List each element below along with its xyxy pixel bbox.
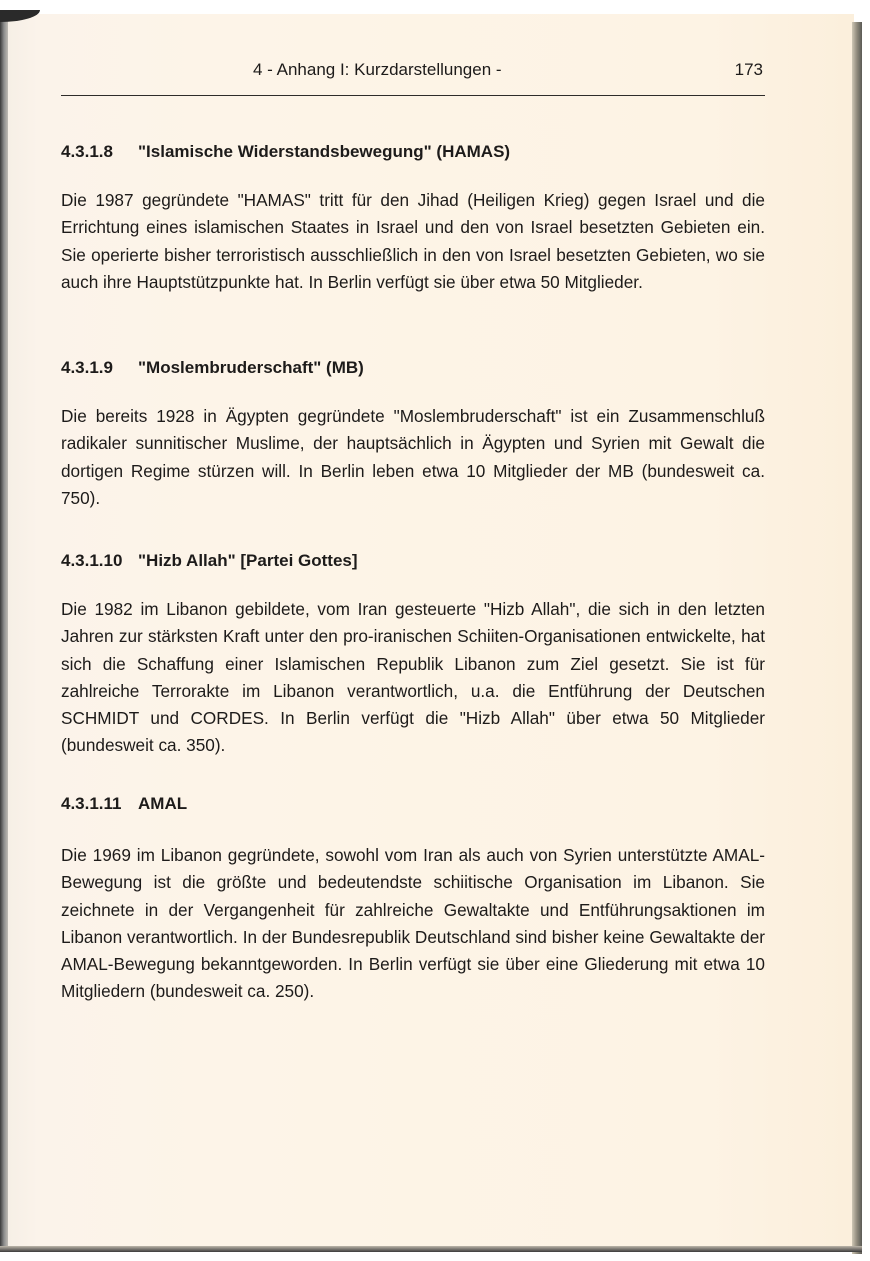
- section-body: Die 1982 im Libanon gebildete, vom Iran gesteuerte "Hizb Allah", die sich in den letzten Jahren zur stärksten Kraft unter den pro-iranischen Schiiten-Organisationen entwickelte, hat sich die Schaffung einer Islamischen Republik Libanon zum Ziel gesetzt. Sie ist für zahlreiche Terrorakte im Libanon verantwortlich, u.a. die Entführung der Deutschen SCHMIDT und CORDES. In Berlin verfügt die "Hizb Allah" über etwa 50 Mitglieder (bundesweit ca. 350).: [61, 599, 765, 756]
- section-title: "Hizb Allah" [Partei Gottes]: [138, 551, 358, 570]
- section-hizb-allah: [61, 549, 765, 760]
- section-amal: [61, 792, 765, 1006]
- header-rule: [61, 95, 765, 96]
- page-right-edge: [852, 22, 862, 1254]
- section-hamas: [61, 140, 765, 296]
- section-number: 4.3.1.11: [61, 794, 122, 813]
- page-bottom-edge: [0, 1246, 862, 1252]
- section-number: 4.3.1.9: [61, 358, 113, 377]
- section-body: Die 1969 im Libanon gegründete, sowohl vom Iran als auch von Syrien unterstützte AMAL-Bewegung ist die größte und bedeutendste schiitische Organisation im Libanon. Sie zeichnete in der Vergangenheit für zahlreiche Gewaltakte und Entführungsaktionen im Libanon verantwortlich. In der Bundesrepublik Deutschland sind bisher keine Gewaltakte der AMAL-Bewegung bekanntgeworden. In Berlin verfügt sie über eine Gliederung mit etwa 10 Mitgliedern (bundesweit ca. 250).: [61, 845, 765, 1002]
- section-title: AMAL: [138, 794, 188, 813]
- section-number: 4.3.1.10: [61, 551, 123, 570]
- section-body: Die bereits 1928 in Ägypten gegründete "Moslembruderschaft" ist ein Zusammenschluß radikaler sunnitischer Muslime, der hauptsächlich in Ägypten und Syrien mit Gewalt die dortigen Regime stürzen will. In Berlin leben etwa 10 Mitglieder der MB (bundesweit ca. 750).: [61, 406, 765, 508]
- section-title: "Islamische Widerstandsbewegung" (HAMAS): [138, 142, 511, 161]
- section-heading: [61, 140, 765, 164]
- page-number: 173: [734, 60, 763, 79]
- running-head: [61, 60, 765, 84]
- running-head-title: 4 - Anhang I: Kurzdarstellungen -: [253, 60, 502, 79]
- section-moslembruderschaft: [61, 356, 765, 512]
- section-title: "Moslembruderschaft" (MB): [138, 358, 364, 377]
- section-number: 4.3.1.8: [61, 142, 113, 161]
- section-body: Die 1987 gegründete "HAMAS" tritt für den Jihad (Heiligen Krieg) gegen Israel und die Errichtung eines islamischen Staates in Israel und den von Israel besetzten Gebieten ein. Sie operierte bisher terroristisch ausschließlich in den von Israel besetzten Gebieten, wo sie auch ihre Hauptstützpunkte hat. In Berlin verfügt sie über etwa 50 Mitglieder.: [61, 190, 765, 292]
- section-heading: [61, 356, 765, 380]
- section-heading: [61, 792, 765, 816]
- section-heading: [61, 549, 765, 573]
